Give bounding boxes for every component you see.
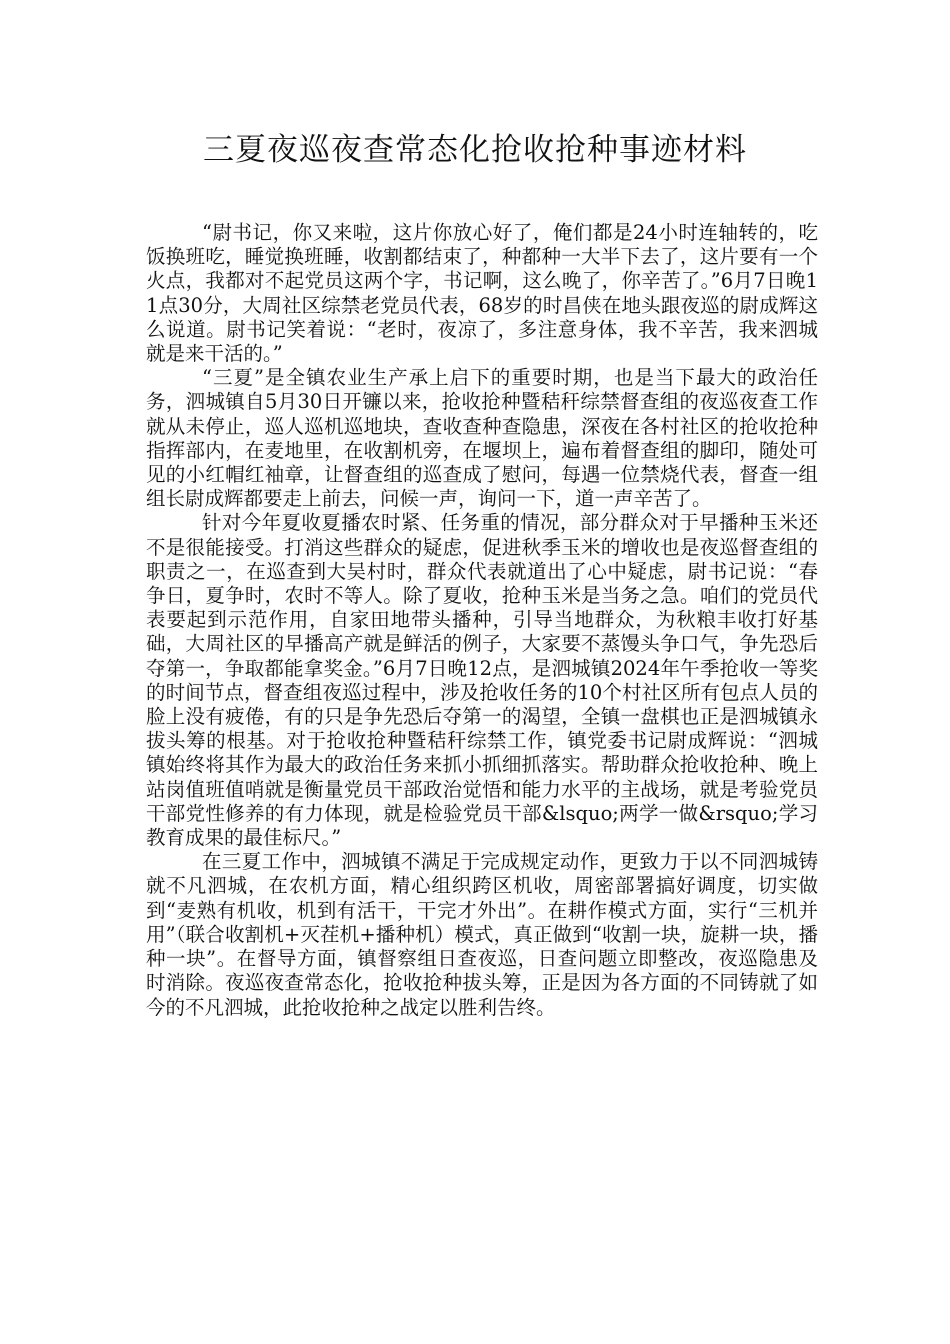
document-title: 三夏夜巡夜查常态化抢收抢种事迹材料 — [203, 132, 747, 168]
paragraph-3: 针对今年夏收夏播农时紧、任务重的情况，部分群众对于早播种玉米还不是很能接受。打消这些群众的疑虑，促进秋季玉米的增收也是夜巡督查组的职责之一，在巡查到大吴村时，群众代表就道出了心中疑虑，尉书记说：“春争日，夏争时，农时不等人。除了夏收，抢种玉米是当务之急。咱们的党员代表要起到示范作用，自家田地带头播种，引导当地群众，为秋粮丰收打好基础，大周社区的早播高产就是鲜活的例子，大家要不蒸馒头争口气，争先恐后夺第一，争取都能拿奖金。”6月7日晚12点，是泗城镇2024年午季抢收一等奖的时间节点，督查组夜巡过程中，涉及抢收任务的10个村社区所有包点人员的脸上没有疲倦，有的只是争先恐后夺第一的渴望，全镇一盘棋也正是泗城镇永拔头筹的根基。对于抢收抢种暨秸秆综禁工作，镇党委书记尉成辉说：“泗城镇始终将其作为最大的政治任务来抓小抓细抓落实。帮助群众抢收抢种、晚上站岗值班值哨就是衡量党员干部政治觉悟和能力水平的主战场，就是考验党员干部党性修养的有力体现，就是检验党员干部&lsquo;两学一做&rsquo;学习教育成果的最佳标尺。” — [146, 511, 818, 850]
document-body — [146, 221, 818, 1020]
paragraph-1: “尉书记，你又来啦，这片你放心好了，俺们都是24小时连轴转的，吃饭换班吃，睡觉换班睡，收割都结束了，种都种一大半下去了，这片要有一个火点，我都对不起党员这两个字，书记啊，这么晚了，你辛苦了。”6月7日晚11点30分，大周社区综禁老党员代表，68岁的时昌侠在地头跟夜巡的尉成辉这么说道。尉书记笑着说：“老时，夜凉了，多注意身体，我不辛苦，我来泗城就是来干活的。” — [146, 221, 818, 366]
paragraph-2: “三夏”是全镇农业生产承上启下的重要时期，也是当下最大的政治任务，泗城镇自5月30日开镰以来，抢收抢种暨秸秆综禁督查组的夜巡夜查工作就从未停止，巡人巡机巡地块，查收查种查隐患，深夜在各村社区的抢收抢种指挥部内，在麦地里，在收割机旁，在堰坝上，遍布着督查组的脚印，随处可见的小红帽红袖章，让督查组的巡查成了慰问，每遇一位禁烧代表，督查一组组长尉成辉都要走上前去，问候一声，询问一下，道一声辛苦了。 — [146, 366, 818, 511]
paragraph-4: 在三夏工作中，泗城镇不满足于完成规定动作，更致力于以不同泗城铸就不凡泗城，在农机方面，精心组织跨区机收，周密部署搞好调度，切实做到“麦熟有机收，机到有活干，干完才外出”。在耕作模式方面，实行“三机并用”（联合收割机+灭茬机+播种机）模式，真正做到“收割一块，旋耕一块，播种一块”。在督导方面，镇督察组日查夜巡，日查问题立即整改，夜巡隐患及时消除。夜巡夜查常态化，抢收抢种拔头筹，正是因为各方面的不同铸就了如今的不凡泗城，此抢收抢种之战定以胜利告终。 — [146, 850, 818, 1019]
